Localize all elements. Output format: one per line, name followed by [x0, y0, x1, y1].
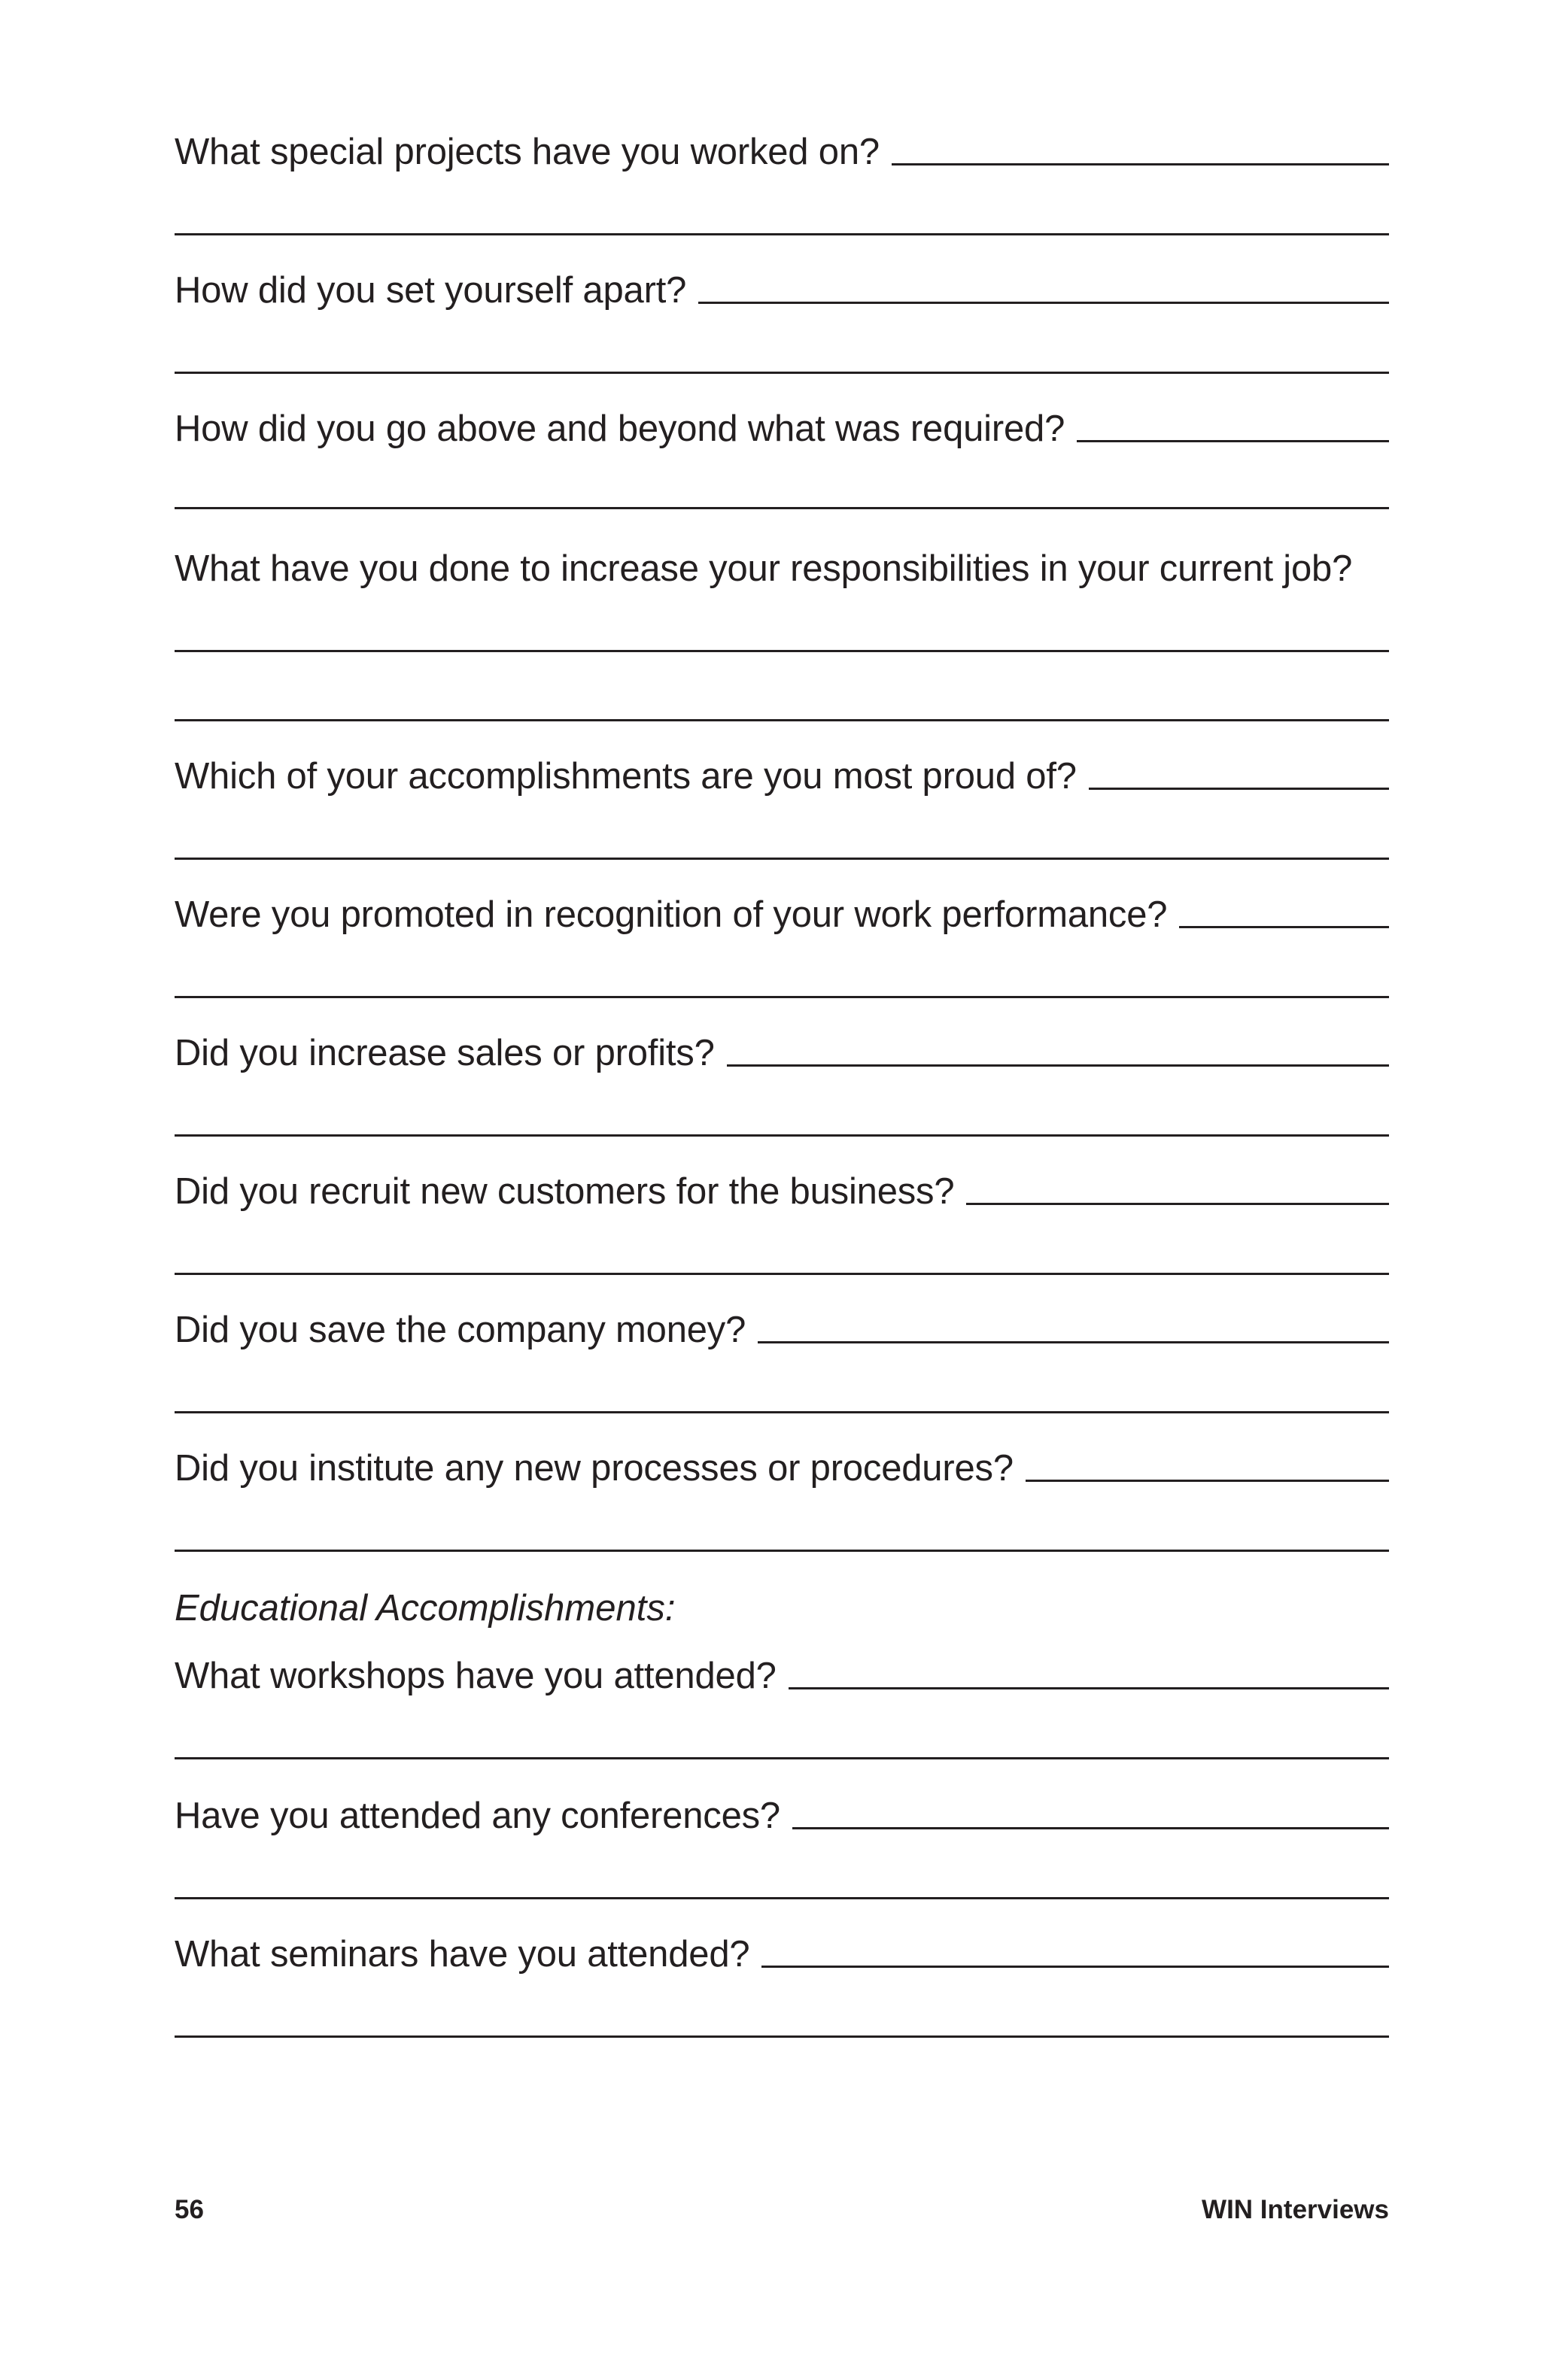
question-row — [175, 1307, 1389, 1352]
question-row — [175, 1793, 1389, 1838]
question-text: Did you institute any new processes or procedures? — [175, 1448, 1014, 1489]
answer-line[interactable] — [761, 1966, 1389, 1968]
book-title: WIN Interviews — [1202, 2195, 1389, 2224]
answer-line-full[interactable] — [175, 2035, 1389, 2038]
answer-line[interactable] — [792, 1827, 1389, 1829]
answer-line-full[interactable] — [175, 1411, 1389, 1413]
question-text: Did you increase sales or profits? — [175, 1033, 715, 1073]
answer-line[interactable] — [892, 163, 1389, 165]
answer-line[interactable] — [1026, 1480, 1389, 1482]
question-row — [175, 1169, 1389, 1214]
question-text: What seminars have you attended? — [175, 1934, 750, 1975]
question-text: Did you recruit new customers for the business? — [175, 1171, 955, 1212]
answer-line-full[interactable] — [175, 650, 1389, 652]
question-text: What have you done to increase your responsibilities in your current job? — [175, 548, 1353, 589]
question-text: Which of your accomplishments are you most proud of? — [175, 756, 1077, 797]
answer-line-full[interactable] — [175, 1757, 1389, 1759]
question-row — [175, 1653, 1389, 1698]
question-row — [175, 1031, 1389, 1076]
answer-line[interactable] — [1077, 440, 1389, 442]
answer-line-full[interactable] — [175, 372, 1389, 374]
page-number: 56 — [175, 2195, 204, 2224]
answer-line[interactable] — [698, 302, 1389, 304]
answer-line[interactable] — [789, 1687, 1389, 1689]
question-text: Have you attended any conferences? — [175, 1796, 780, 1836]
answer-line-full[interactable] — [175, 233, 1389, 235]
answer-line-full[interactable] — [175, 1273, 1389, 1275]
answer-line-full[interactable] — [175, 719, 1389, 721]
question-row — [175, 892, 1389, 937]
answer-line-full[interactable] — [175, 1134, 1389, 1137]
question-row — [175, 546, 1389, 591]
question-row — [175, 1932, 1389, 1977]
question-text: What special projects have you worked on? — [175, 132, 880, 172]
answer-line[interactable] — [966, 1203, 1389, 1205]
question-text: What workshops have you attended? — [175, 1656, 777, 1696]
answer-line-full[interactable] — [175, 507, 1389, 509]
question-row — [175, 406, 1389, 451]
question-text: How did you go above and beyond what was required? — [175, 408, 1065, 449]
question-row — [175, 129, 1389, 175]
answer-line-full[interactable] — [175, 1550, 1389, 1552]
answer-line[interactable] — [1179, 926, 1389, 928]
question-row — [175, 754, 1389, 799]
page-footer — [175, 2193, 1389, 2227]
answer-line-full[interactable] — [175, 996, 1389, 998]
answer-line[interactable] — [1089, 788, 1389, 790]
question-row — [175, 268, 1389, 313]
answer-line-full[interactable] — [175, 858, 1389, 860]
answer-line[interactable] — [758, 1341, 1389, 1343]
section-heading: Educational Accomplishments: — [175, 1588, 676, 1629]
answer-line-full[interactable] — [175, 1897, 1389, 1899]
question-text: Did you save the company money? — [175, 1310, 746, 1350]
question-row — [175, 1446, 1389, 1491]
question-text: Were you promoted in recognition of your work performance? — [175, 894, 1168, 935]
question-text: How did you set yourself apart? — [175, 270, 687, 311]
answer-line[interactable] — [727, 1064, 1389, 1067]
